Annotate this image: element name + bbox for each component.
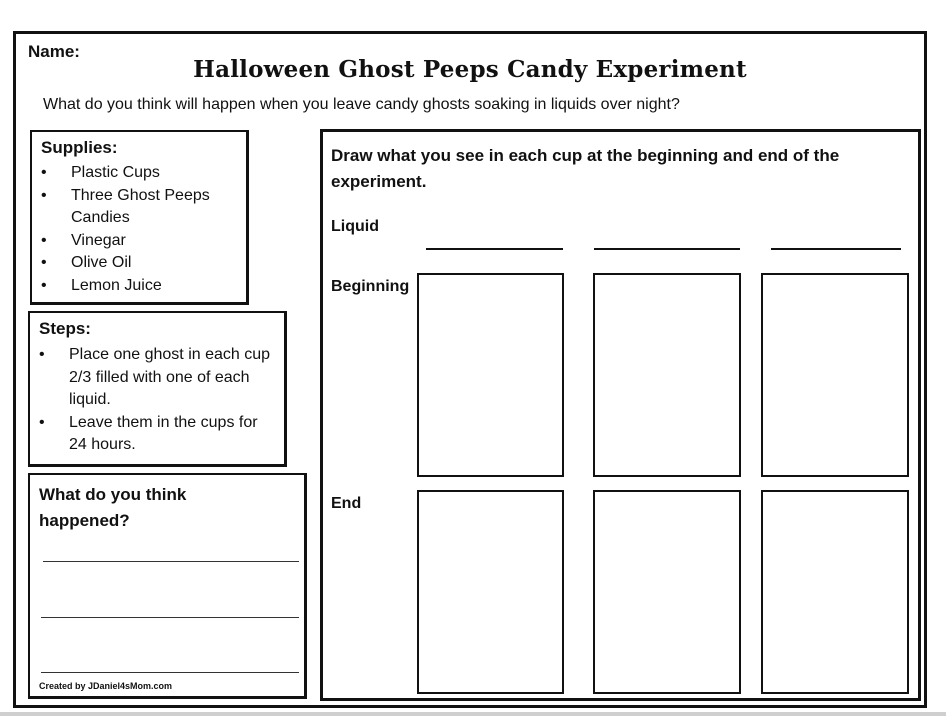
beginning-cup-box[interactable] <box>593 273 741 477</box>
end-cup-box[interactable] <box>417 490 564 694</box>
beginning-label: Beginning <box>331 278 410 295</box>
answer-line[interactable] <box>41 672 299 673</box>
liquid-label: Liquid <box>331 218 379 235</box>
supplies-box <box>30 130 249 305</box>
steps-item: • Place one ghost in each cup 2/3 filled with one of each liquid. <box>39 344 274 412</box>
think-heading: What do you think happened? <box>39 485 187 530</box>
supplies-list <box>41 162 221 297</box>
steps-item: • Leave them in the cups for 24 hours. <box>39 412 274 457</box>
supplies-item: • Plastic Cups <box>41 162 221 185</box>
supplies-item: • Olive Oil <box>41 252 221 275</box>
beginning-cup-box[interactable] <box>761 273 909 477</box>
steps-heading: Steps: <box>39 319 91 338</box>
prediction-question: What do you think will happen when you leave candy ghosts soaking in liquids over night? <box>43 96 680 113</box>
draw-box <box>320 129 921 701</box>
supplies-item: • Three Ghost Peeps Candies <box>41 185 221 230</box>
supplies-heading: Supplies: <box>41 138 118 157</box>
worksheet-title: Halloween Ghost Peeps Candy Experiment <box>193 56 747 83</box>
supplies-item: • Lemon Juice <box>41 275 221 298</box>
end-label: End <box>331 495 362 512</box>
steps-list <box>39 344 274 457</box>
liquid-name-line[interactable] <box>771 248 901 250</box>
answer-line[interactable] <box>43 561 299 562</box>
think-box <box>28 473 307 699</box>
steps-box <box>28 311 287 467</box>
liquid-name-line[interactable] <box>594 248 740 250</box>
end-cup-box[interactable] <box>761 490 909 694</box>
end-cup-box[interactable] <box>593 490 741 694</box>
draw-heading: Draw what you see in each cup at the beginning and end of the experiment. <box>331 146 840 191</box>
page-bottom-edge <box>0 712 946 716</box>
liquid-name-line[interactable] <box>426 248 563 250</box>
worksheet <box>13 31 927 708</box>
name-label: Name: <box>28 42 80 61</box>
credit-text: Created by JDaniel4sMom.com <box>39 681 173 691</box>
supplies-item: • Vinegar <box>41 230 221 253</box>
answer-line[interactable] <box>41 617 299 618</box>
beginning-cup-box[interactable] <box>417 273 564 477</box>
